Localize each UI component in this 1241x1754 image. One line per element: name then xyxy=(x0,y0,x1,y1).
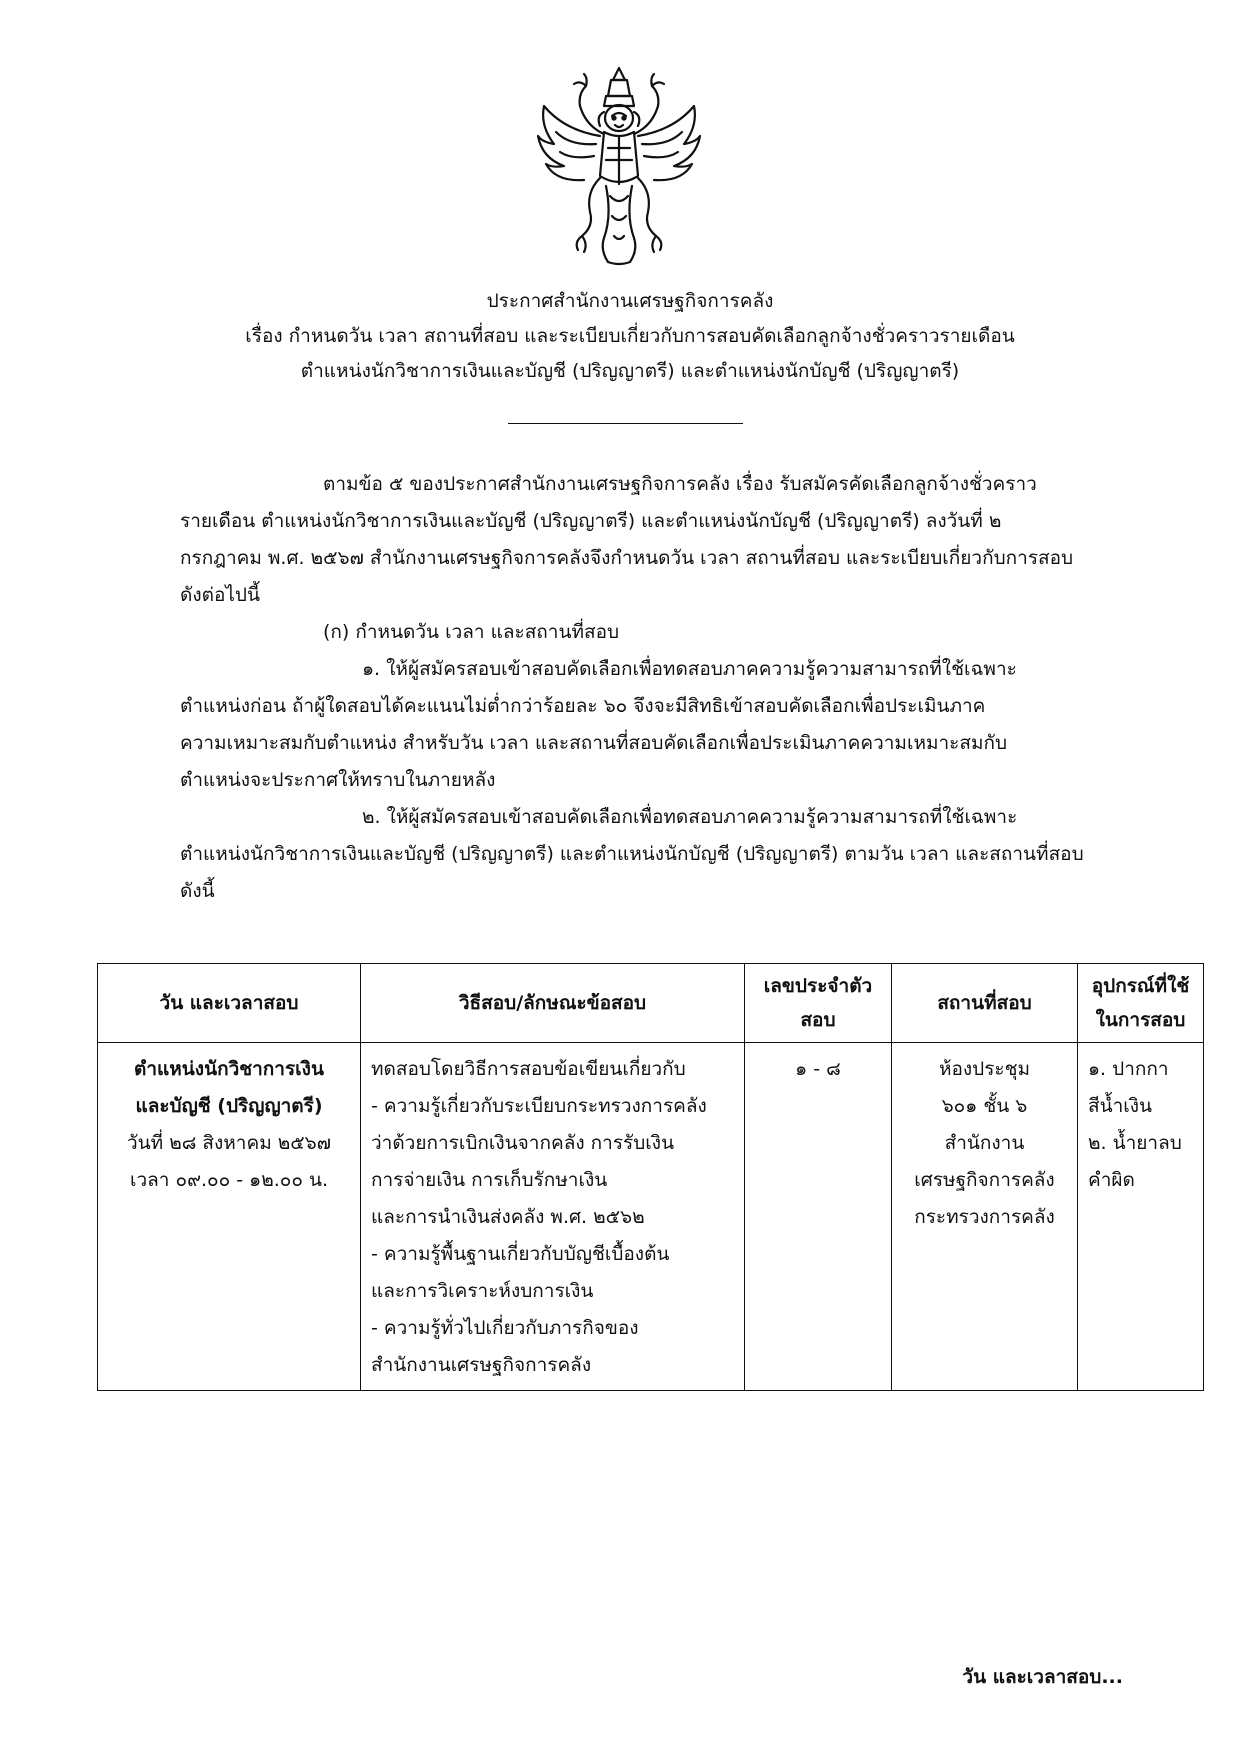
header-method: วิธีสอบ/ลักษณะข้อสอบ xyxy=(361,964,745,1043)
method-line: - ความรู้พื้นฐานเกี่ยวกับบัญชีเบื้องต้น xyxy=(371,1243,670,1265)
location-line: กระทรวงการคลัง xyxy=(914,1206,1055,1228)
cell-location xyxy=(892,1043,1078,1391)
intro-line-2: รายเดือน ตำแหน่งนักวิชาการเงินและบัญชี (ปริญญาตรี) และตำแหน่งนักบัญชี (ปริญญาตรี) ลงวันที่ ๒ xyxy=(180,510,1002,532)
item2-line-1: ๒. ให้ผู้สมัครสอบเข้าสอบคัดเลือกเพื่อทดสอบภาคความรู้ความสามารถที่ใช้เฉพาะ xyxy=(362,806,1018,828)
method-line: ว่าด้วยการเบิกเงินจากคลัง การรับเงิน xyxy=(371,1132,675,1154)
header-location: สถานที่สอบ xyxy=(892,964,1078,1043)
table-header-row xyxy=(98,964,1204,1043)
page-continuation: วัน และเวลาสอบ... xyxy=(962,1666,1123,1688)
item2-line-2: ตำแหน่งนักวิชาการเงินและบัญชี (ปริญญาตรี) และตำแหน่งนักบัญชี (ปริญญาตรี) ตามวัน เวลา และสถานที่สอบ xyxy=(180,843,1084,865)
item1-line-2: ตำแหน่งก่อน ถ้าผู้ใดสอบได้คะแนนไม่ต่ำกว่าร้อยละ ๖๐ จึงจะมีสิทธิเข้าสอบคัดเลือกเพื่อประเมินภาค xyxy=(180,695,986,717)
intro-line-3: กรกฎาคม พ.ศ. ๒๕๖๗ สำนักงานเศรษฐกิจการคลังจึงกำหนดวัน เวลา สถานที่สอบ และระเบียบเกี่ยวกับการสอบ xyxy=(180,547,1074,569)
intro-line-4: ดังต่อไปนี้ xyxy=(180,584,260,606)
location-line: ห้องประชุม xyxy=(938,1058,1031,1080)
equipment-line: ๒. น้ำยาลบ xyxy=(1088,1132,1182,1154)
header-exam-number-line-1: เลขประจำตัว xyxy=(763,975,873,997)
garuda-emblem-icon xyxy=(534,66,704,266)
location-line: สำนักงาน xyxy=(944,1132,1025,1154)
header-equipment-line-2: ในการสอบ xyxy=(1095,1009,1186,1031)
intro-line-1: ตามข้อ ๕ ของประกาศสำนักงานเศรษฐกิจการคลัง เรื่อง รับสมัครคัดเลือกลูกจ้างชั่วคราว xyxy=(323,473,1037,495)
item1-line-4: ตำแหน่งจะประกาศให้ทราบในภายหลัง xyxy=(180,769,496,791)
method-line: สำนักงานเศรษฐกิจการคลัง xyxy=(371,1354,592,1376)
table-row xyxy=(98,1043,1204,1391)
method-line: การจ่ายเงิน การเก็บรักษาเงิน xyxy=(371,1169,608,1191)
location-line: ๖๐๑ ชั้น ๖ xyxy=(941,1095,1028,1117)
header-equipment-line-1: อุปกรณ์ที่ใช้ xyxy=(1091,975,1190,997)
cell-exam-numbers xyxy=(745,1043,892,1391)
exam-time: เวลา ๐๙.๐๐ - ๑๒.๐๐ น. xyxy=(129,1169,329,1191)
position-line-2: และบัญชี (ปริญญาตรี) xyxy=(135,1095,323,1117)
title-divider xyxy=(508,423,743,424)
exam-number-range: ๑ - ๘ xyxy=(795,1058,841,1080)
title-line-3: ตำแหน่งนักวิชาการเงินและบัญชี (ปริญญาตรี) และตำแหน่งนักบัญชี (ปริญญาตรี) xyxy=(300,360,960,382)
header-equipment xyxy=(1078,964,1204,1043)
header-exam-number-line-2: สอบ xyxy=(800,1009,836,1031)
method-line: และการนำเงินส่งคลัง พ.ศ. ๒๕๖๒ xyxy=(371,1206,645,1228)
title-line-2: เรื่อง กำหนดวัน เวลา สถานที่สอบ และระเบียบเกี่ยวกับการสอบคัดเลือกลูกจ้างชั่วคราวรายเดือน xyxy=(245,325,1015,347)
method-line: - ความรู้เกี่ยวกับระเบียบกระทรวงการคลัง xyxy=(371,1095,707,1117)
title-line-1: ประกาศสำนักงานเศรษฐกิจการคลัง xyxy=(486,290,774,312)
method-line: ทดสอบโดยวิธีการสอบข้อเขียนเกี่ยวกับ xyxy=(371,1058,686,1080)
equipment-line: สีน้ำเงิน xyxy=(1088,1095,1153,1117)
exam-date: วันที่ ๒๘ สิงหาคม ๒๕๖๗ xyxy=(126,1132,332,1154)
announcement-title xyxy=(150,284,1110,389)
method-line: - ความรู้ทั่วไปเกี่ยวกับภารกิจของ xyxy=(371,1317,639,1339)
exam-schedule-table xyxy=(97,963,1204,1391)
location-line: เศรษฐกิจการคลัง xyxy=(914,1169,1055,1191)
item2-line-3: ดังนี้ xyxy=(180,880,215,902)
equipment-line: คำผิด xyxy=(1088,1169,1135,1191)
cell-method xyxy=(361,1043,745,1391)
item1-line-3: ความเหมาะสมกับตำแหน่ง สำหรับวัน เวลา และสถานที่สอบคัดเลือกเพื่อประเมินภาคความเหมาะสมกับ xyxy=(180,732,1008,754)
cell-date-time xyxy=(98,1043,361,1391)
header-exam-number xyxy=(745,964,892,1043)
item1-line-1: ๑. ให้ผู้สมัครสอบเข้าสอบคัดเลือกเพื่อทดสอบภาคความรู้ความสามารถที่ใช้เฉพาะ xyxy=(362,658,1017,680)
cell-equipment xyxy=(1078,1043,1204,1391)
method-line: และการวิเคราะห์งบการเงิน xyxy=(371,1280,594,1302)
position-line-1: ตำแหน่งนักวิชาการเงิน xyxy=(134,1058,324,1080)
equipment-line: ๑. ปากกา xyxy=(1088,1058,1169,1080)
header-date-time: วัน และเวลาสอบ xyxy=(98,964,361,1043)
section-a-heading: (ก) กำหนดวัน เวลา และสถานที่สอบ xyxy=(323,621,620,643)
